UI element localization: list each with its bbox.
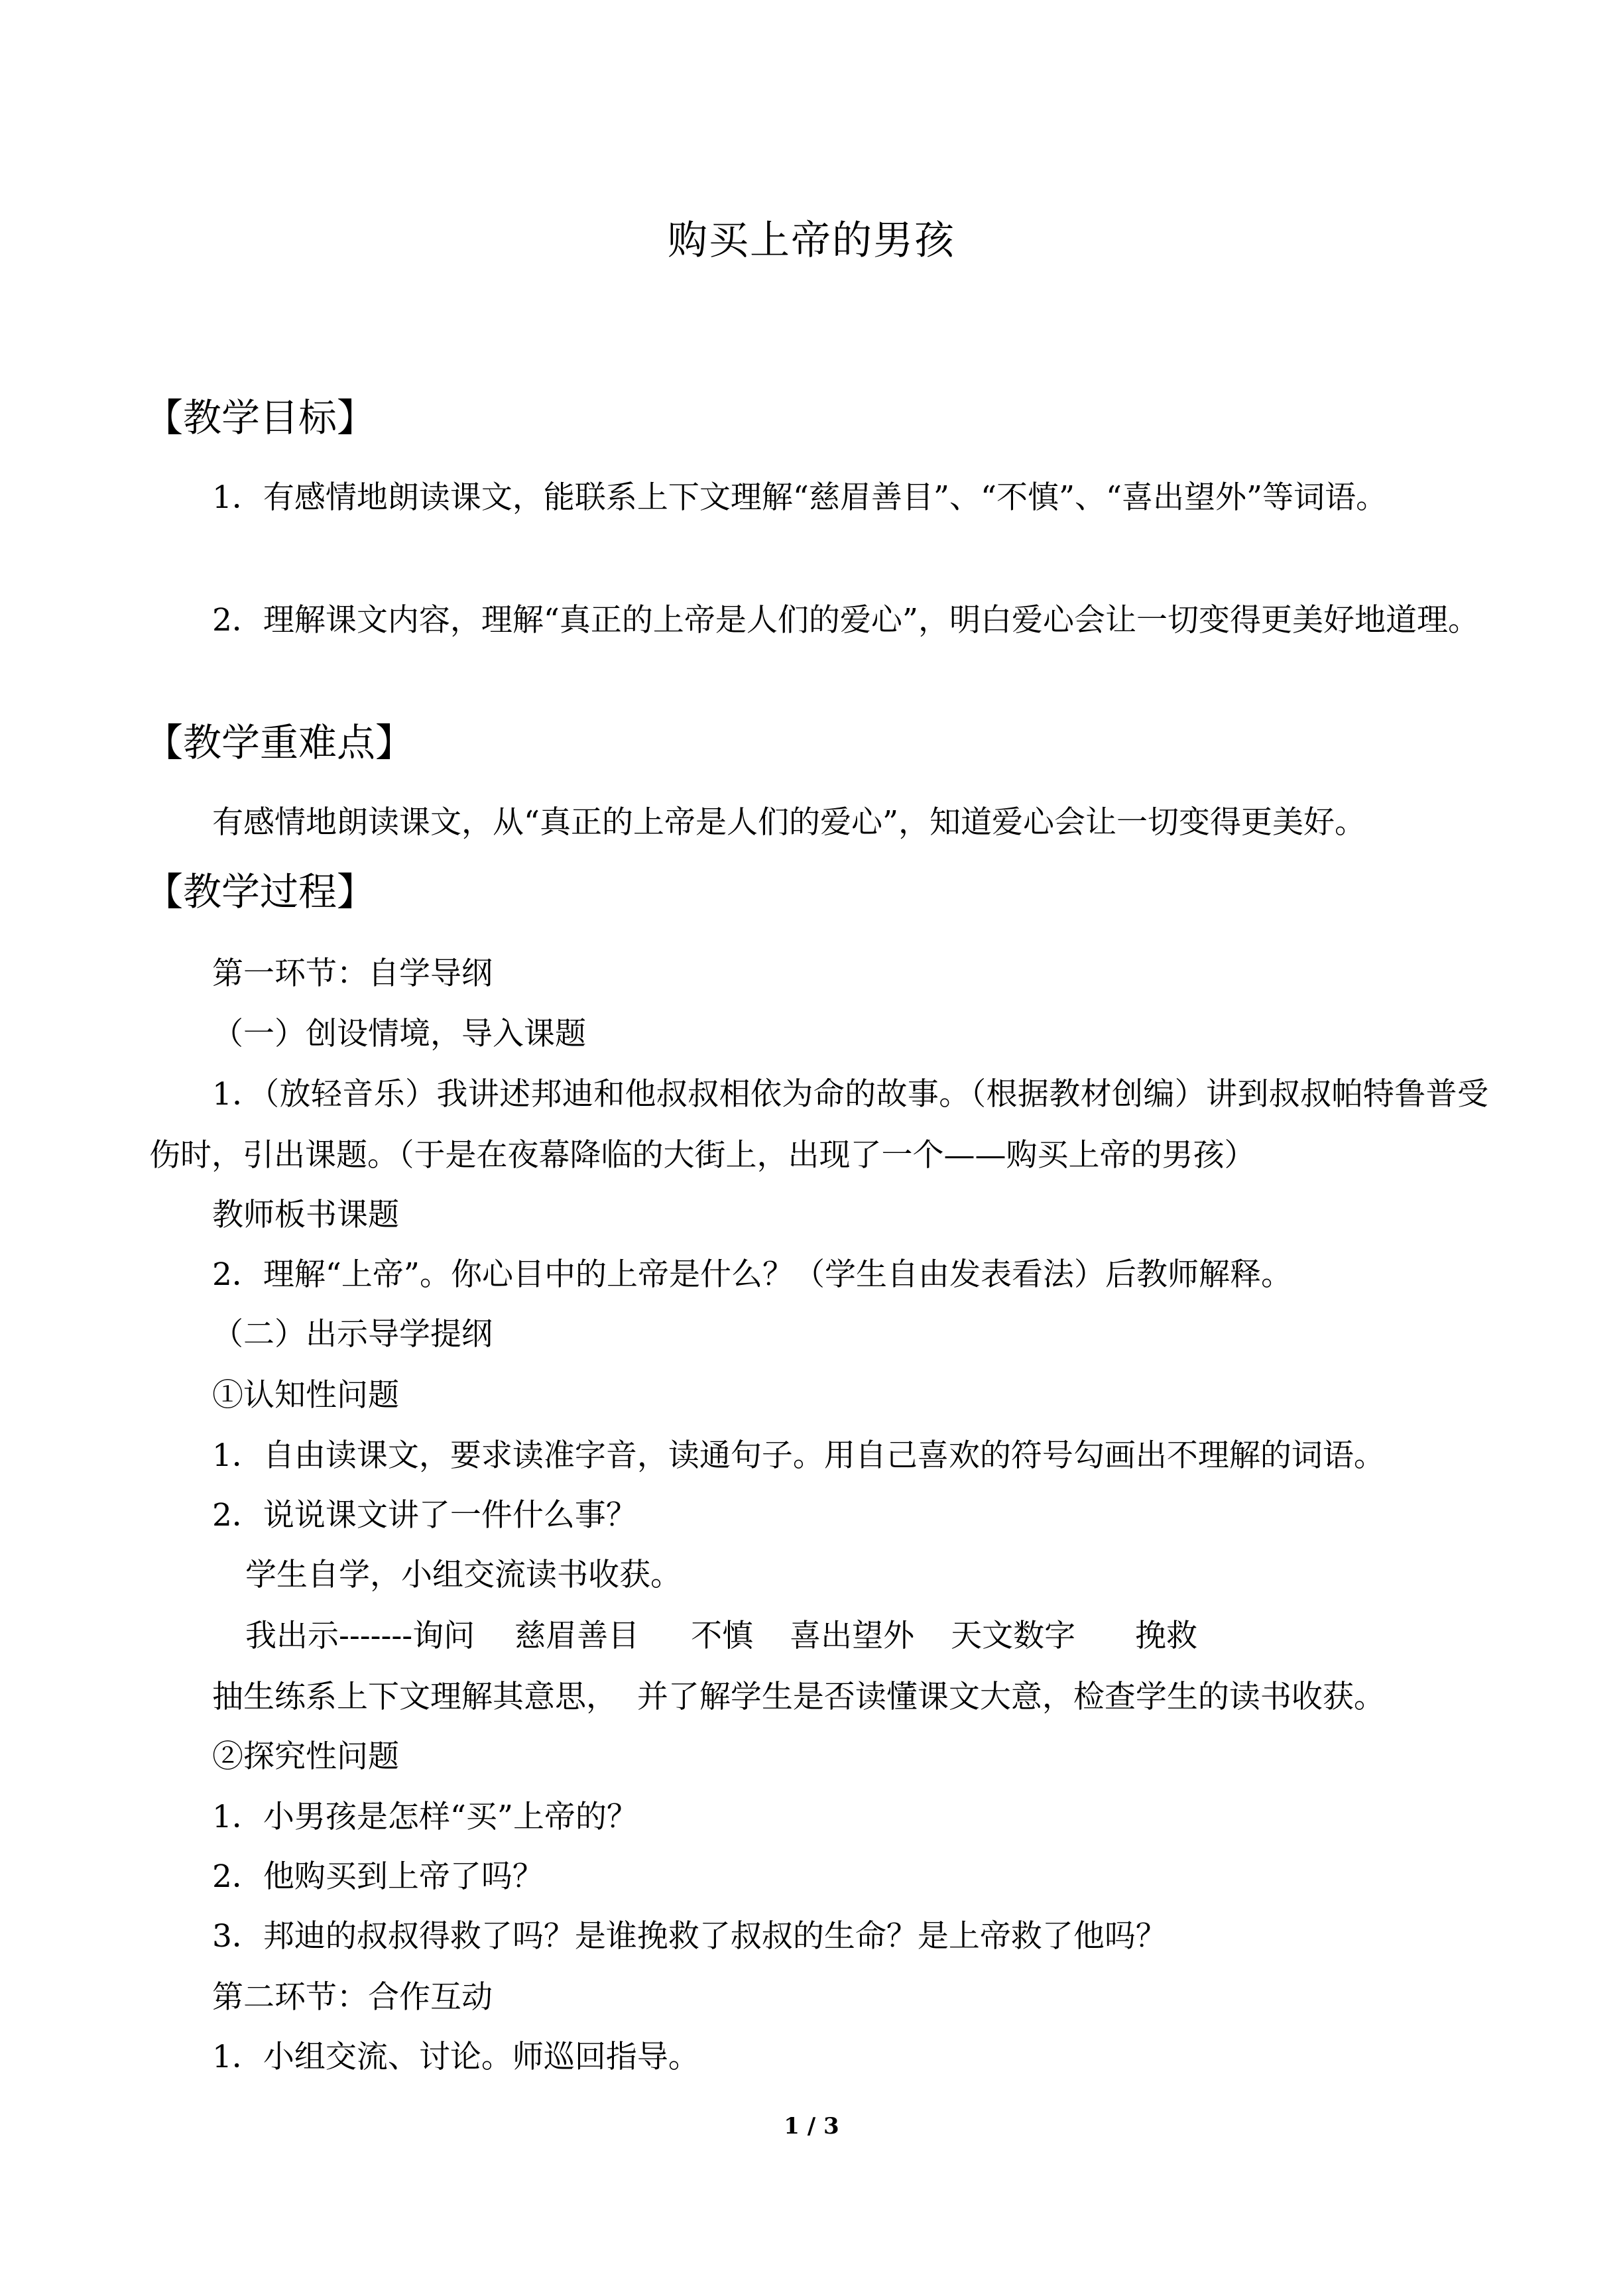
sub1-item2: 2．理解“上帝”。你心目中的上帝是什么？（学生自由发表看法）后教师解释。 [212,1256,1292,1293]
vocab-word: 喜出望外 [790,1618,915,1654]
sub1-board: 教师板书课题 [212,1197,399,1233]
inquiry-3: 3．邦迪的叔叔得救了吗？是谁挽救了叔叔的生命？是上帝救了他吗？ [212,1918,1167,1955]
key-points-heading: 【教学重难点】 [145,720,414,765]
process-heading: 【教学过程】 [145,869,376,914]
sub2-title: （二）出示导学提纲 [212,1316,493,1353]
step2-item1: 1．小组交流、讨论。师巡回指导。 [212,2039,699,2075]
cognitive-title: ①认知性问题 [212,1377,399,1414]
vocab-word: 慈眉善目 [514,1618,640,1654]
self-study: 学生自学，小组交流读书收获。 [245,1557,682,1593]
vocab-line [245,1614,1197,1658]
document-title: 购买上帝的男孩 [668,217,955,264]
inquiry-1: 1．小男孩是怎样“买”上帝的？ [212,1799,638,1835]
vocab-word: 挽救 [1135,1618,1198,1654]
objective-1: 1．有感情地朗读课文，能联系上下文理解“慈眉善目”、“不慎”、“喜出望外”等词语。 [212,479,1388,516]
vocab-word: 天文数字 [951,1618,1076,1654]
sub1-title: （一）创设情境，导入课题 [212,1016,586,1052]
cognitive-2: 2．说说课文讲了一件什么事？ [212,1497,637,1534]
objective-2: 2．理解课文内容，理解“真正的上帝是人们的爱心”，明白爱心会让一切变得更美好地道理。 [212,602,1479,638]
cognitive-1: 1．自由读课文，要求读准字音，读通句子。用自己喜欢的符号勾画出不理解的词语。 [212,1437,1385,1474]
step2-title: 第二环节：合作互动 [212,1979,493,2016]
inquiry-title: ②探究性问题 [212,1738,399,1775]
vocab-prefix: 我出示-------询问 [245,1618,475,1654]
key-points-text: 有感情地朗读课文，从“真正的上帝是人们的爱心”，知道爱心会让一切变得更美好。 [212,804,1366,841]
sub1-item1: 1．（放轻音乐）我讲述邦迪和他叔叔相依为命的故事。（根据教材创编）讲到叔叔帕特鲁普受伤时，引出课题。（于是在夜幕降临的大街上，出现了一个——购买上帝的男孩） [149,1076,1488,1174]
inquiry-2: 2．他购买到上帝了吗？ [212,1858,544,1895]
objectives-heading: 【教学目标】 [145,395,376,440]
vocab-word: 不慎 [691,1618,754,1654]
step1-title: 第一环节：自学导纲 [212,955,493,992]
vocab-followup: 抽生练系上下文理解其意思， 并了解学生是否读懂课文大意，检查学生的读书收获。 [212,1679,1385,1715]
page-number: 1 / 3 [784,2113,839,2140]
